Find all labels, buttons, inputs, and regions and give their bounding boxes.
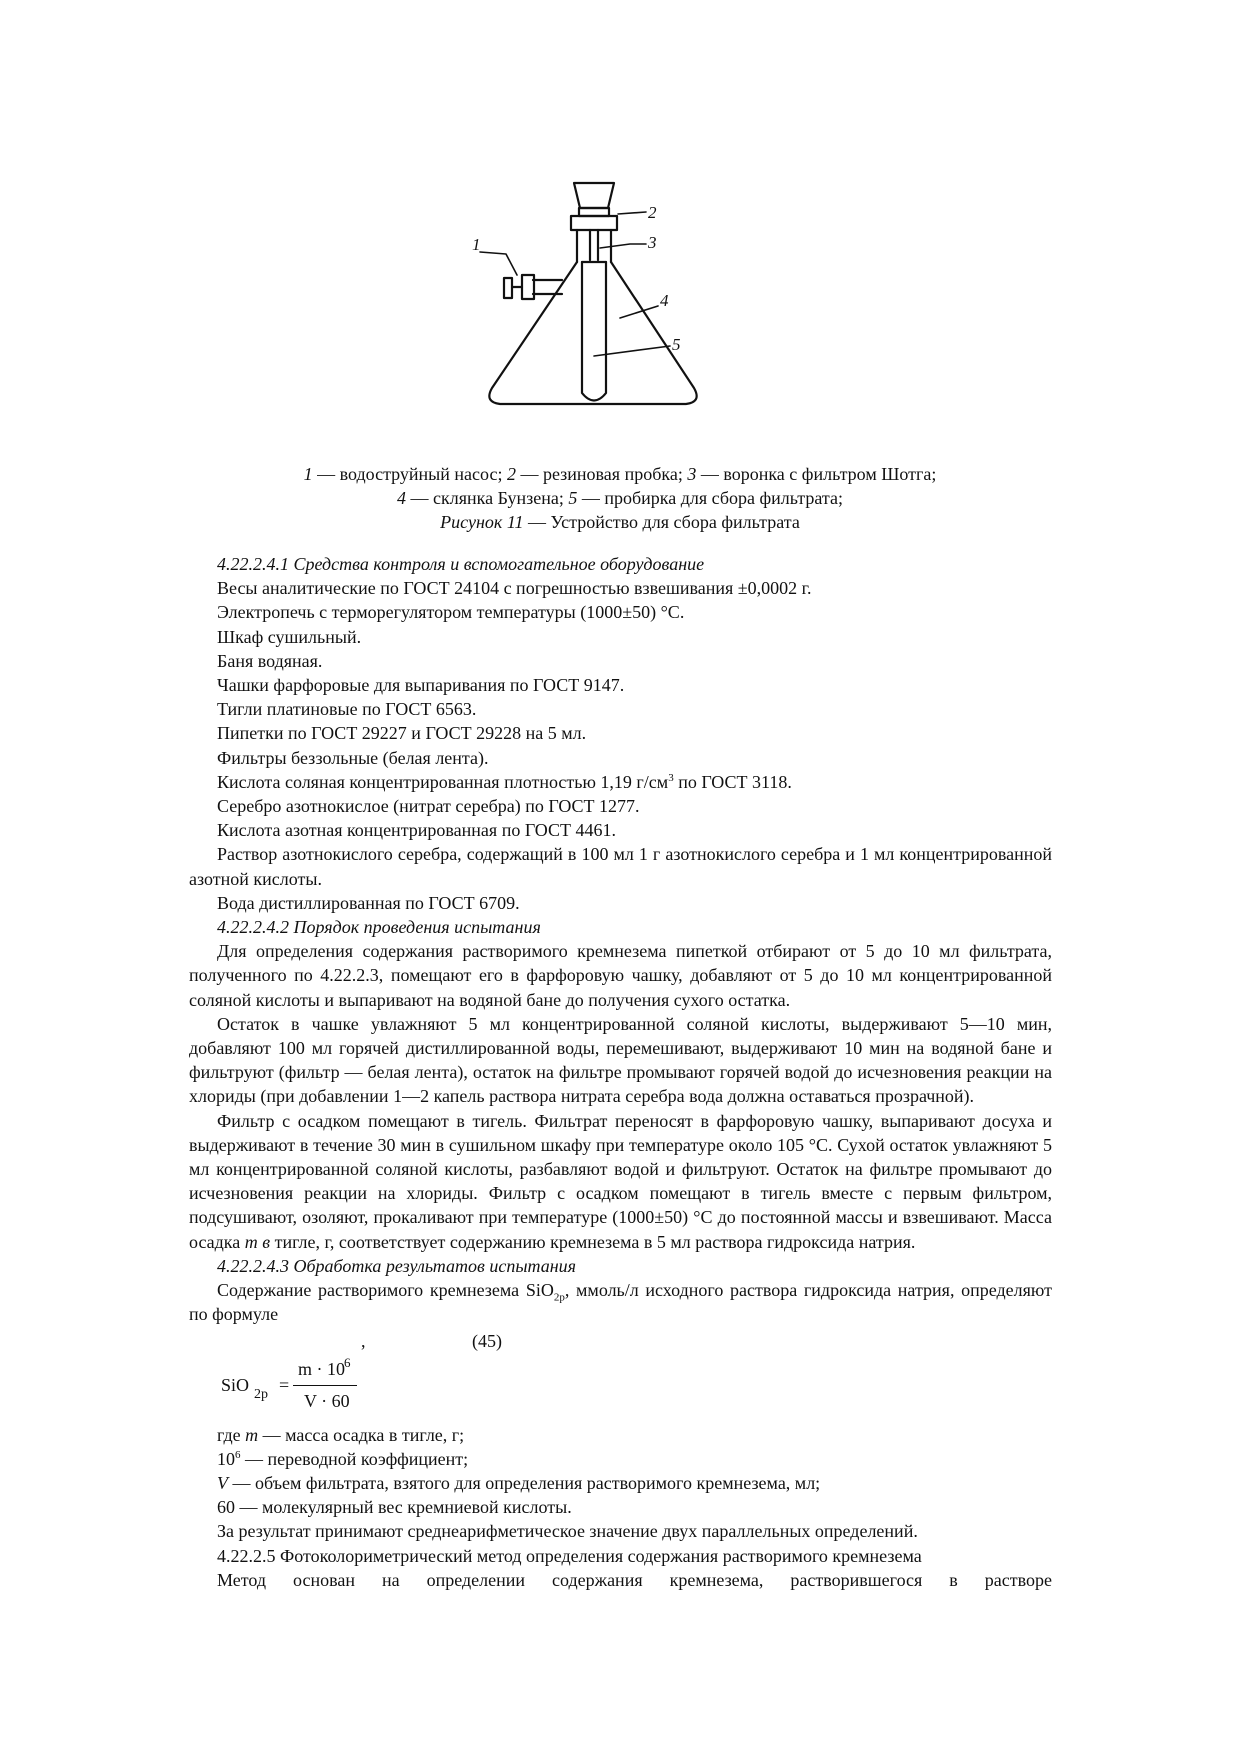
caption-num-2: 2 xyxy=(506,464,516,484)
where-line-2 xyxy=(189,1447,1052,1471)
where-coef-sup: 6 xyxy=(235,1448,241,1461)
caption-num-1: 1 xyxy=(303,464,313,484)
section-heading-4-22-2-4-1: 4.22.2.4.1 Средства контроля и вспомогательное оборудование xyxy=(217,554,705,574)
equipment-item: Чашки фарфоровые для выпаривания по ГОСТ 9147. xyxy=(217,675,625,696)
document-body xyxy=(189,552,1052,1592)
equipment-item: Баня водяная. xyxy=(217,650,323,671)
procedure-paragraph-3-text: Фильтр с осадком помещают в тигель. Фильтрат переносят в фарфоровую чашку, выпаривают досуха и выдерживают в течение 30 мин в сушильном шкафу при температуре около 105 °С. Сухой остаток увлажняют 5 мл концентрированной соляной кислоты, разбавляют водой и фильтруют. Остаток на фильтре промывают до исчезновения реакции на хлориды. Фильтр с осадком помещают в тигель вместе с первым фильтром, подсушивают, озоляют, прокаливают при температуре (1000±50) °С до постоянной массы и взвешивают. Масса осадка xyxy=(189,1110,1052,1252)
hcl-text-end: по ГОСТ 3118. xyxy=(673,771,792,792)
caption-num-4: 4 xyxy=(397,488,406,508)
section-heading-4-22-2-4-2: 4.22.2.4.2 Порядок проведения испытания xyxy=(217,917,541,938)
formula-lhs: SiO xyxy=(221,1374,250,1395)
figure-title xyxy=(0,510,1240,534)
formula-45 xyxy=(189,1327,1052,1423)
figure-title-text: — Устройство для сбора фильтрата xyxy=(523,512,800,532)
where-text: где xyxy=(217,1424,246,1445)
formula-comma: , xyxy=(361,1330,366,1351)
where-line-3 xyxy=(189,1471,1052,1495)
section-heading-4-22-2-4-3: 4.22.2.4.3 Обработка результатов испытания xyxy=(217,1255,577,1276)
where-line-1 xyxy=(189,1423,1052,1447)
equipment-item: Кислота азотная концентрированная по ГОСТ 4461. xyxy=(217,820,617,841)
formula-numerator-sup: 6 xyxy=(344,1354,351,1370)
apparatus-figure xyxy=(470,178,770,463)
figure-label-4: 4 xyxy=(660,291,669,310)
figure-number: Рисунок 11 xyxy=(440,512,524,532)
caption-text-3: — воронка с фильтром Шотга; xyxy=(696,464,937,484)
equipment-item: Шкаф сушильный. xyxy=(217,626,362,647)
method-paragraph: Метод основан на определении содержания кремнезема, растворившегося в растворе xyxy=(217,1569,1052,1590)
where-line-4: 60 — молекулярный вес кремниевой кислоты. xyxy=(217,1497,572,1518)
formula-number: (45) xyxy=(472,1330,502,1351)
figure-label-1: 1 xyxy=(472,235,481,254)
equipment-item: Электропечь с терморегулятором температуры (1000±50) °С. xyxy=(217,602,685,623)
figure-label-3: 3 xyxy=(648,233,657,252)
figure-caption-line1 xyxy=(0,462,1240,486)
results-sub: 2р xyxy=(553,1291,565,1304)
where-v-desc: — объем фильтрата, взятого для определения растворимого кремнезема, мл; xyxy=(228,1472,821,1493)
procedure-paragraph-3 xyxy=(189,1109,1052,1254)
formula-lhs-sub: 2р xyxy=(254,1386,268,1402)
formula-fraction-bar xyxy=(293,1385,357,1386)
hcl-sup: 3 xyxy=(668,771,674,784)
where-m-desc: — масса осадка в тигле, г; xyxy=(258,1424,465,1445)
formula-numerator: m · 10 xyxy=(298,1358,345,1379)
caption-text-4: — склянка Бунзена; xyxy=(406,488,569,508)
section-heading-4-22-2-5: 4.22.2.5 Фотоколориметрический метод определения содержания растворимого кремнезема xyxy=(217,1545,922,1566)
hcl-text: Кислота соляная концентрированная плотностью 1,19 г/см xyxy=(217,771,669,792)
caption-num-5: 5 xyxy=(568,488,578,508)
equipment-item: Тигли платиновые по ГОСТ 6563. xyxy=(217,699,477,720)
results-text: Содержание растворимого кремнезема SiO xyxy=(217,1280,554,1301)
result-statement: За результат принимают среднеарифметическое значение двух параллельных определений. xyxy=(217,1521,918,1542)
procedure-paragraph-3-end: тигле, г, соответствует содержанию кремнезема в 5 мл раствора гидроксида натрия. xyxy=(270,1231,916,1252)
equipment-item: Вода дистиллированная по ГОСТ 6709. xyxy=(217,892,520,913)
equipment-item: Пипетки по ГОСТ 29227 и ГОСТ 29228 на 5 мл. xyxy=(217,723,587,744)
caption-num-3: 3 xyxy=(687,464,697,484)
where-coef-desc: — переводной коэффициент; xyxy=(240,1448,469,1469)
procedure-paragraph-1: Для определения содержания растворимого кремнезема пипеткой отбирают от 5 до 10 мл фильтрата, полученного по 4.22.2.3, помещают его в фарфоровую чашку, добавляют от 5 до 10 мл концентрированной соляной кислоты и выпаривают на водяной бане до получения сухого остатка. xyxy=(189,941,1052,1010)
results-text-end: , ммоль/л исходного раствора гидроксида натрия, определяют по формуле xyxy=(189,1280,1053,1325)
equipment-item: Фильтры беззольные (белая лента). xyxy=(217,747,489,768)
mass-symbol: m в xyxy=(244,1231,271,1252)
equipment-item: Раствор азотнокислого серебра, содержащий в 100 мл 1 г азотнокислого серебра и 1 мл концентрированной азотной кислоты. xyxy=(189,844,1052,889)
caption-text-1: — водоструйный насос; xyxy=(312,464,507,484)
caption-text-5: — пробирка для сбора фильтрата; xyxy=(577,488,843,508)
where-coef: 10 xyxy=(217,1448,235,1469)
procedure-paragraph-2: Остаток в чашке увлажняют 5 мл концентрированной соляной кислоты, выдерживают 5—10 мин, добавляют 100 мл горячей дистиллированной воды, перемешивают, выдерживают 10 мин на водяной бане и фильтруют (фильтр — белая лента), остаток на фильтре промывают горячей водой до исчезновения реакции на хлориды (при добавлении 1—2 капель раствора нитрата серебра вода должна оставаться прозрачной). xyxy=(189,1013,1052,1107)
equipment-item-hcl xyxy=(189,770,1052,794)
figure-caption-line2 xyxy=(0,486,1240,510)
formula-denominator: V · 60 xyxy=(304,1390,350,1411)
caption-text-2: — резиновая пробка; xyxy=(515,464,688,484)
equipment-item: Весы аналитические по ГОСТ 24104 с погрешностью взвешивания ±0,0002 г. xyxy=(217,578,812,599)
formula-equals: = xyxy=(279,1374,290,1395)
where-m: m xyxy=(245,1424,259,1445)
results-paragraph xyxy=(189,1278,1052,1326)
figure-label-5: 5 xyxy=(672,335,681,354)
equipment-item: Серебро азотнокислое (нитрат серебра) по ГОСТ 1277. xyxy=(217,796,640,817)
where-v: V xyxy=(217,1472,228,1493)
figure-label-2: 2 xyxy=(648,203,657,222)
